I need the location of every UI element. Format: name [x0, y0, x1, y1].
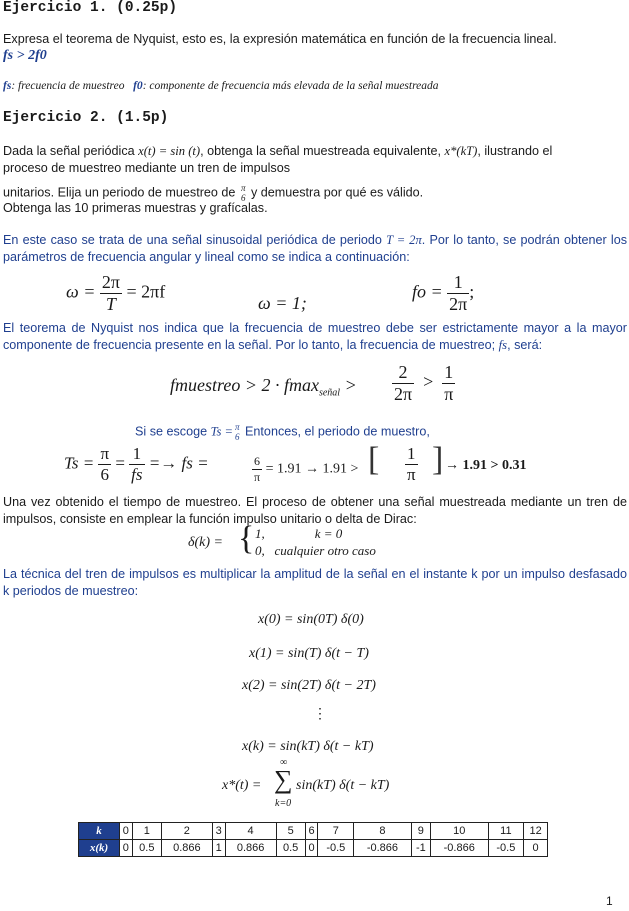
table-cell: -0.5 [488, 840, 524, 857]
delta-brace: { [238, 520, 255, 557]
choose-frac [233, 422, 242, 442]
fo-equation [412, 272, 474, 315]
ts-frac-1 [98, 444, 111, 485]
statement-text: y demuestra por qué es válido. [250, 185, 424, 200]
sum-lhs: x*(t) = [222, 778, 262, 793]
period-expression: T = 2π [386, 233, 422, 247]
choose-ts: Ts = [210, 424, 234, 439]
nyquist-legend [3, 80, 439, 92]
table-header-k: k [79, 823, 120, 840]
page-number: 1 [606, 894, 613, 908]
frac-den: 6 [100, 465, 110, 484]
signal-expression: x(t) = sin (t) [138, 144, 201, 158]
frac-den: fs [131, 465, 143, 484]
vertical-dots: ⋮ [313, 707, 327, 722]
ts-frac-3 [252, 454, 262, 485]
answer-paragraph-1 [3, 232, 627, 266]
delta-lhs: δ(k) = [188, 535, 223, 550]
legend-f0-symbol: f0 [133, 80, 143, 92]
frac-num: π [100, 444, 110, 463]
inequality-fractions [392, 362, 455, 405]
ts-result: → 1.91 > 0.31 [445, 458, 527, 473]
choose-text: Entonces, el periodo de muestro, [245, 424, 430, 439]
table-row-k [79, 823, 548, 840]
legend-fs-text: : frecuencia de muestreo [11, 80, 125, 92]
table-header-x: x(k) [79, 840, 120, 857]
sample-eq-0: x(0) = sin(0T) δ(0) [258, 612, 364, 627]
frac-num: 1 [129, 444, 144, 465]
ts-numeric-chain [252, 454, 358, 485]
table-cell: 2 [161, 823, 212, 840]
ts-frac-2 [129, 444, 144, 485]
table-cell: -1 [411, 840, 430, 857]
delta-case-1 [255, 526, 342, 542]
statement-text: , obtenga la señal muestreada equivalente, [200, 144, 441, 158]
table-cell: -0.866 [354, 840, 412, 857]
omega-value: ω = 1; [258, 293, 307, 313]
ts-chain: = 1.91 → 1.91 > [265, 461, 359, 477]
frac-num: π [235, 422, 240, 432]
omega-equation [66, 272, 165, 315]
table-cell: 3 [212, 823, 225, 840]
left-bracket: [ [368, 441, 380, 478]
frac-den: π [407, 465, 416, 484]
table-cell: 7 [318, 823, 354, 840]
table-cell: 11 [488, 823, 524, 840]
table-cell: 10 [430, 823, 488, 840]
samples-table [78, 822, 548, 857]
table-cell: 1 [132, 823, 161, 840]
answer-paragraph-2 [3, 320, 627, 354]
table-cell: 9 [411, 823, 430, 840]
table-cell: -0.5 [318, 840, 354, 857]
answer-text: . Por lo tanto, se podrán obtener los parámetros de frecuencia angular y lineal como se indica a continuación: [3, 233, 627, 264]
answer-text: El teorema de Nyquist nos indica que la frecuencia de muestreo debe ser estrictamente mayor a la mayor componente de frecuencia presente en la señal. Por lo tanto, la frecuencia de muestreo; [3, 321, 627, 352]
nyquist-inequality [170, 375, 357, 399]
answer-paragraph-4: La técnica del tren de impulsos es multiplicar la amplitud de la señal en el instante k por un impulso desfasado k periodos de muestreo: [3, 567, 627, 598]
frac-num: 1 [405, 444, 418, 465]
inequality-sub: señal [318, 387, 341, 399]
frac-den: 6 [240, 193, 246, 203]
pi-over-6 [239, 183, 248, 203]
table-cell: 0 [120, 840, 133, 857]
case-value: 0, [255, 543, 265, 558]
exercise-2-statement-line2: proceso de muestreo mediante un tren de impulsos [3, 161, 291, 175]
inequality-left: fmuestreo > 2 · fmax [170, 375, 319, 395]
ts-eq: = [115, 453, 125, 473]
table-cell: 6 [305, 823, 318, 840]
exercise-1-title: Ejercicio 1. (0.25p) [3, 0, 178, 16]
sample-eq-2: x(2) = sin(2T) δ(t − 2T) [242, 678, 376, 693]
answer-paragraph-3: Una vez obtenido el tiempo de muestreo. El proceso de obtener una señal muestreada mediante un tren de impulsos, consiste en emplear la función impulso unitario o delta de Dirac: [3, 495, 627, 526]
exercise-1-statement: Expresa el teorema de Nyquist, esto es, la expresión matemática en función de la frecuencia lineal. [3, 32, 557, 46]
table-row-x [79, 840, 548, 857]
right-bracket: ] [432, 441, 444, 478]
omega-rhs: = 2πf [126, 281, 166, 302]
frac-den: 2π [394, 384, 413, 404]
bracket-fraction [405, 444, 418, 485]
frac-num: 2π [101, 272, 120, 292]
omega-lhs: ω = [66, 281, 96, 302]
sum-sigma: ∑ [274, 765, 293, 794]
table-cell: 0 [120, 823, 133, 840]
case-value: 1, [255, 526, 265, 541]
omega-fraction [100, 272, 122, 315]
table-cell: 0.866 [161, 840, 212, 857]
case-cond: k = 0 [314, 526, 343, 541]
exercise-2-statement-line4: Obtenga las 10 primeras muestras y grafícalas. [3, 201, 268, 215]
table-cell: 1 [212, 840, 225, 857]
frac-den: T [105, 294, 116, 314]
frac-num: 6 [252, 454, 262, 470]
ts-frac-4 [405, 444, 418, 485]
exercise-2-statement-line3 [3, 183, 423, 203]
table-cell: 12 [524, 823, 548, 840]
frac-den: π [254, 470, 261, 484]
ts-arrow: =→ fs = [148, 453, 209, 473]
frac-num: 1 [442, 362, 455, 384]
frac-1-over-pi [442, 362, 455, 405]
table-cell: 0.866 [225, 840, 276, 857]
exercise-2-statement-line1 [3, 144, 552, 159]
ts-equation [64, 444, 209, 485]
nyquist-formula: fs > 2f0 [3, 48, 47, 63]
sample-eq-1: x(1) = sin(T) δ(t − T) [249, 646, 369, 661]
inequality-gt: > [423, 371, 434, 392]
choose-text: Si se escoge [135, 424, 208, 439]
frac-2-over-2pi [392, 362, 414, 405]
table-cell: 8 [354, 823, 412, 840]
case-cond: cualquier otro caso [274, 543, 376, 558]
table-cell: 0.5 [132, 840, 161, 857]
choose-ts-line [135, 422, 430, 442]
statement-text: unitarios. Elija un periodo de muestreo de [3, 185, 236, 200]
fs-symbol: fs [498, 338, 508, 352]
frac-den: π [444, 384, 454, 404]
sample-eq-k: x(k) = sin(kT) δ(t − kT) [242, 739, 374, 754]
table-cell: 0 [524, 840, 548, 857]
table-cell: 5 [276, 823, 305, 840]
statement-text: , ilustrando el [477, 144, 553, 158]
sum-lower: k=0 [275, 798, 292, 809]
table-cell: 4 [225, 823, 276, 840]
legend-fs-symbol: fs [3, 80, 12, 92]
table-cell: -0.866 [430, 840, 488, 857]
sum-rhs: sin(kT) δ(t − kT) [296, 778, 390, 793]
frac-num: 1 [447, 272, 469, 294]
sampled-signal: x*(kT) [444, 144, 478, 158]
delta-case-2 [255, 543, 376, 559]
ts-lhs: Ts = [64, 453, 95, 473]
exercise-2-title: Ejercicio 2. (1.5p) [3, 110, 169, 126]
legend-f0-text: : componente de frecuencia más elevada de la señal muestreada [142, 80, 439, 92]
fo-lhs: fo = [412, 281, 443, 302]
answer-text: , será: [507, 338, 543, 352]
frac-num: π [240, 183, 246, 193]
inequality-gt: > [344, 375, 357, 395]
frac-num: 2 [392, 362, 414, 384]
frac-den: 2π [449, 294, 468, 314]
answer-text: En este caso se trata de una señal sinusoidal periódica de periodo [3, 233, 382, 247]
table-cell: 0 [305, 840, 318, 857]
table-cell: 0.5 [276, 840, 305, 857]
fo-tail: ; [469, 281, 475, 302]
frac-den: 6 [235, 432, 240, 442]
statement-text: Dada la señal periódica [3, 144, 135, 158]
fo-fraction [447, 272, 469, 315]
sum-upper: ∞ [280, 757, 288, 768]
